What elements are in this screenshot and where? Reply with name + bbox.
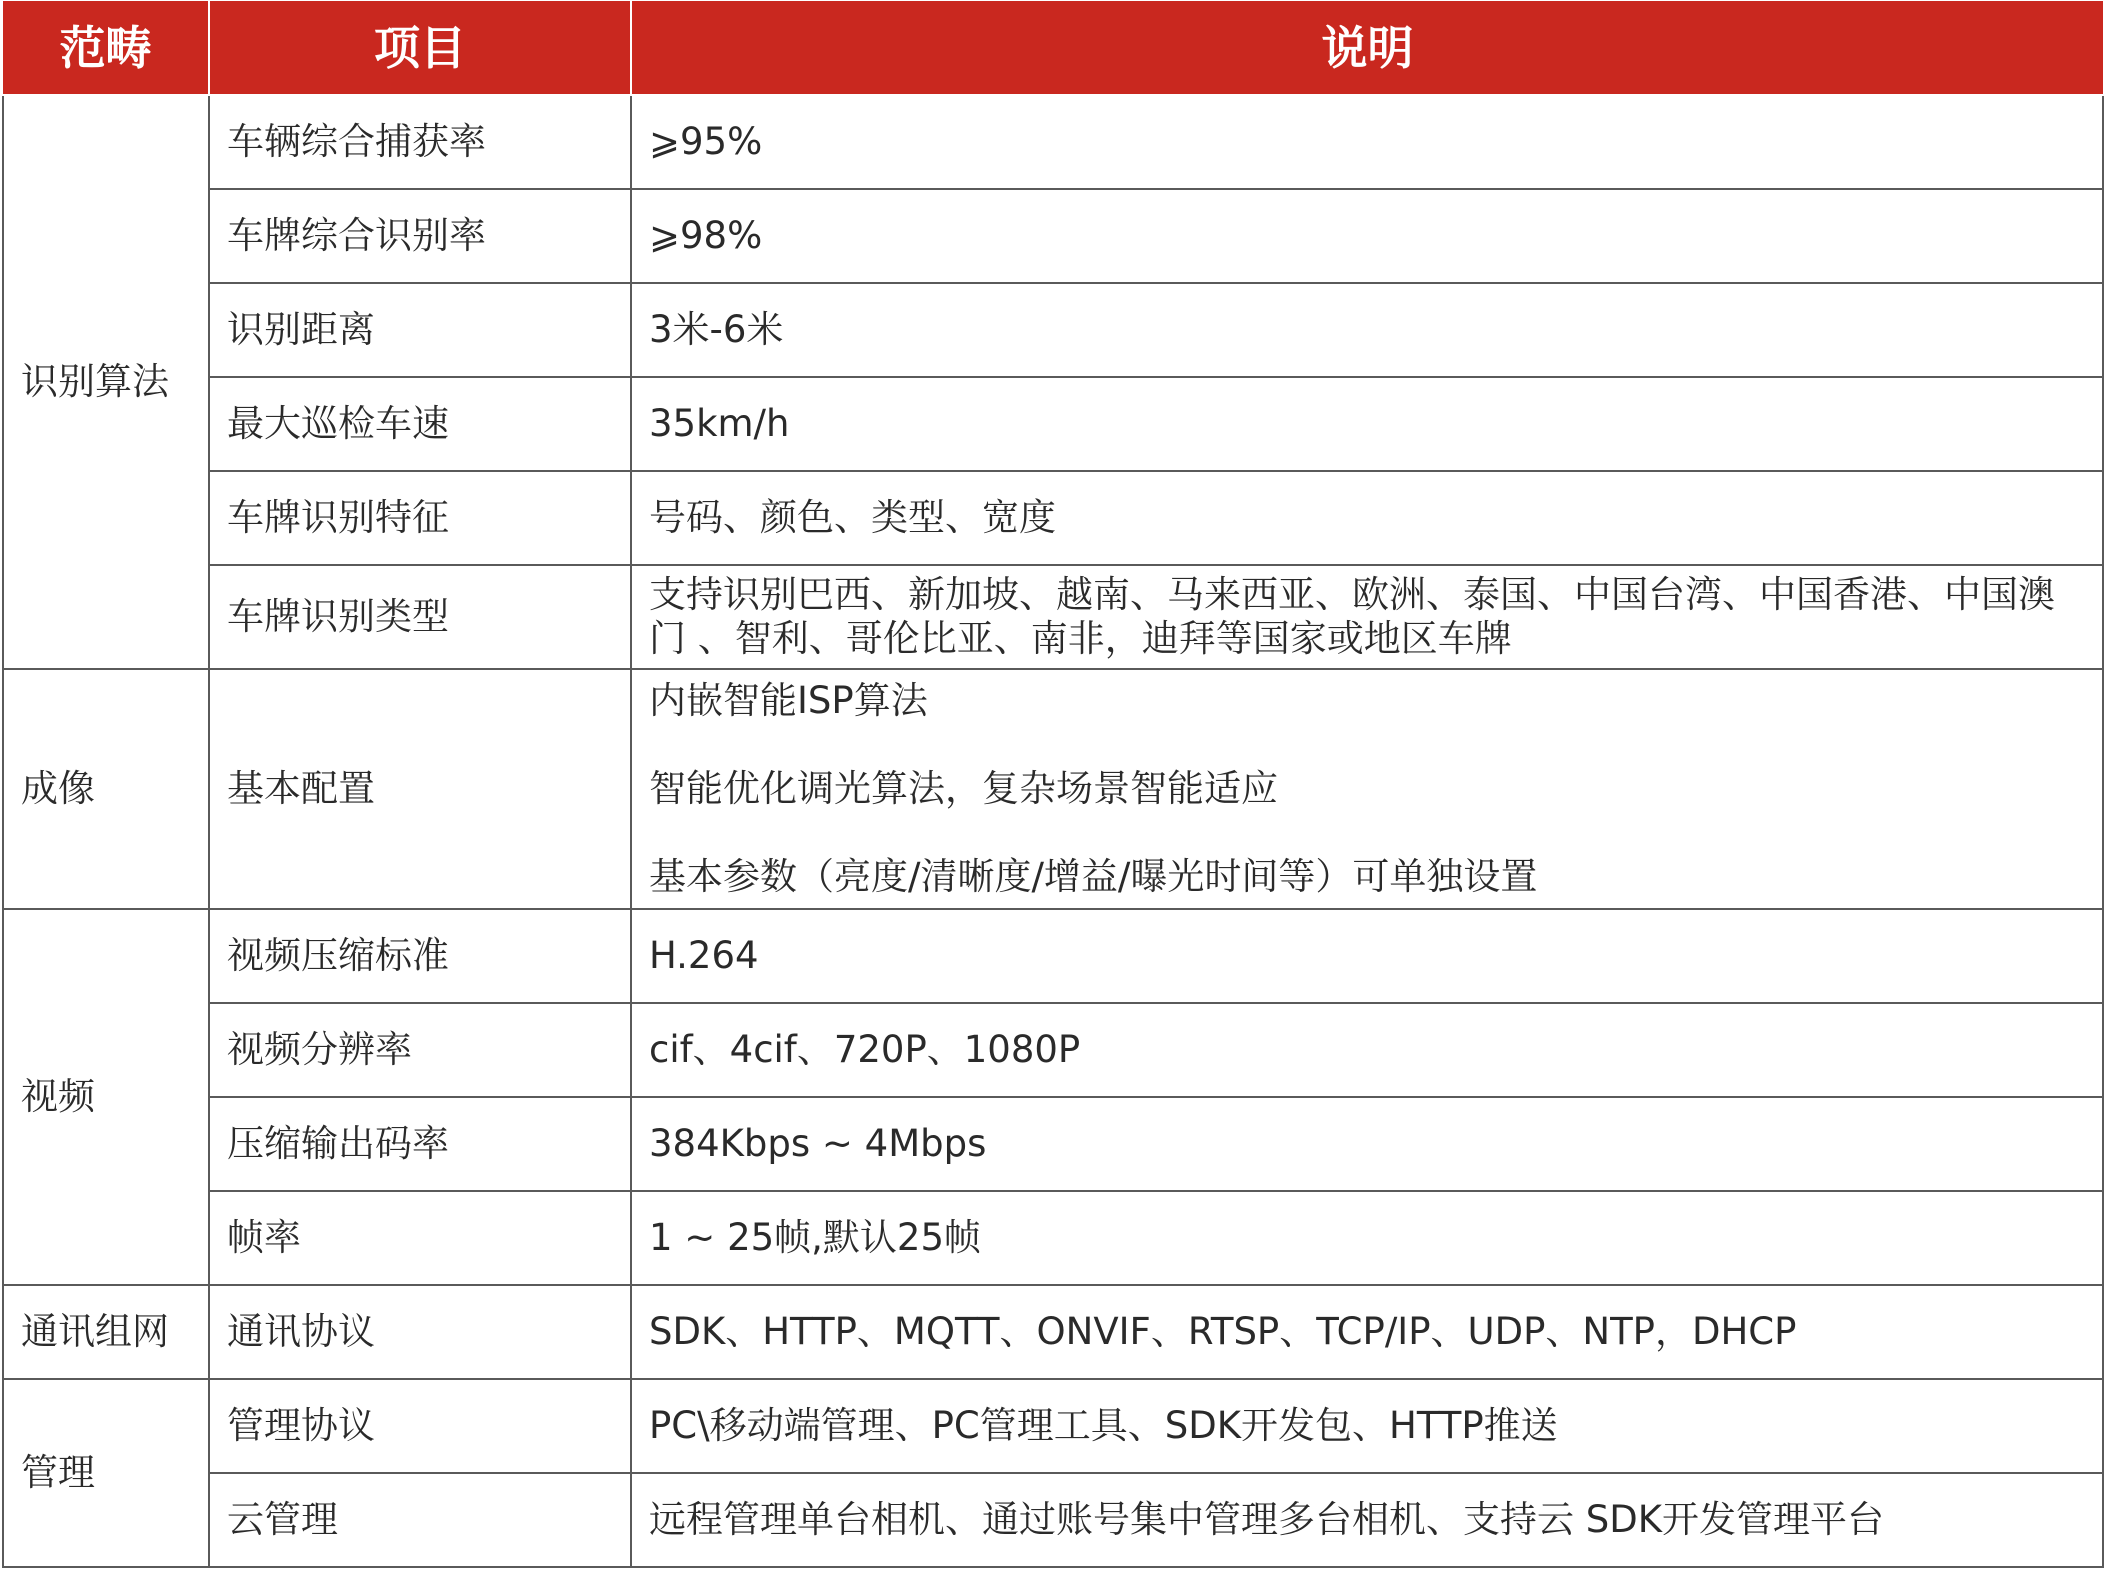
item-cell: 视频压缩标准 (209, 909, 631, 1003)
description-cell: 远程管理单台相机、通过账号集中管理多台相机、支持云 SDK开发管理平台 (631, 1473, 2103, 1567)
table-row (3, 909, 2103, 1003)
description-cell: cif、4cif、720P、1080P (631, 1003, 2103, 1097)
line-gap (649, 811, 2085, 855)
item-cell: 车牌识别特征 (209, 471, 631, 565)
item-cell: 车辆综合捕获率 (209, 95, 631, 189)
table-row (3, 669, 2103, 909)
description-line: 智能优化调光算法，复杂场景智能适应 (649, 767, 1278, 810)
table-row (3, 283, 2103, 377)
table-row (3, 95, 2103, 189)
item-cell: 压缩输出码率 (209, 1097, 631, 1191)
item-cell: 云管理 (209, 1473, 631, 1567)
header-description: 说明 (631, 1, 2103, 95)
description-cell: PC\移动端管理、PC管理工具、SDK开发包、HTTP推送 (631, 1379, 2103, 1473)
description-cell: 支持识别巴西、新加坡、越南、马来西亚、欧洲、泰国、中国台湾、中国香港、中国澳门 、智利、哥伦比亚、南非，迪拜等国家或地区车牌 (631, 565, 2103, 669)
item-cell: 通讯协议 (209, 1285, 631, 1379)
category-cell: 成像 (3, 669, 209, 909)
description-line: 基本参数（亮度/清晰度/增益/曝光时间等）可单独设置 (649, 855, 1538, 898)
category-cell: 管理 (3, 1379, 209, 1567)
description-cell: ⩾95% (631, 95, 2103, 189)
description-cell (631, 669, 2103, 909)
description-cell: 1 ~ 25帧,默认25帧 (631, 1191, 2103, 1285)
item-cell: 最大巡检车速 (209, 377, 631, 471)
item-cell: 视频分辨率 (209, 1003, 631, 1097)
table-row (3, 377, 2103, 471)
description-cell: 3米-6米 (631, 283, 2103, 377)
category-cell: 识别算法 (3, 95, 209, 669)
category-cell: 通讯组网 (3, 1285, 209, 1379)
table-row (3, 1285, 2103, 1379)
table-row (3, 1473, 2103, 1567)
description-cell: 384Kbps ~ 4Mbps (631, 1097, 2103, 1191)
item-cell: 车牌识别类型 (209, 565, 631, 669)
table-header-row (3, 1, 2103, 95)
table-row (3, 565, 2103, 669)
table-row (3, 1097, 2103, 1191)
item-cell: 基本配置 (209, 669, 631, 909)
description-cell: ⩾98% (631, 189, 2103, 283)
item-cell: 管理协议 (209, 1379, 631, 1473)
description-cell: 号码、颜色、类型、宽度 (631, 471, 2103, 565)
table-row (3, 1003, 2103, 1097)
header-category: 范畴 (3, 1, 209, 95)
spec-table (2, 1, 2104, 1568)
line-gap (649, 723, 2085, 767)
description-cell: 35km/h (631, 377, 2103, 471)
item-cell: 车牌综合识别率 (209, 189, 631, 283)
description-cell: SDK、HTTP、MQTT、ONVIF、RTSP、TCP/IP、UDP、NTP，DHCP (631, 1285, 2103, 1379)
description-cell: H.264 (631, 909, 2103, 1003)
category-cell: 视频 (3, 909, 209, 1285)
item-cell: 识别距离 (209, 283, 631, 377)
table-row (3, 1379, 2103, 1473)
description-line: 内嵌智能ISP算法 (649, 679, 928, 722)
table-row (3, 471, 2103, 565)
table-row (3, 189, 2103, 283)
table-row (3, 1191, 2103, 1285)
header-item: 项目 (209, 1, 631, 95)
item-cell: 帧率 (209, 1191, 631, 1285)
